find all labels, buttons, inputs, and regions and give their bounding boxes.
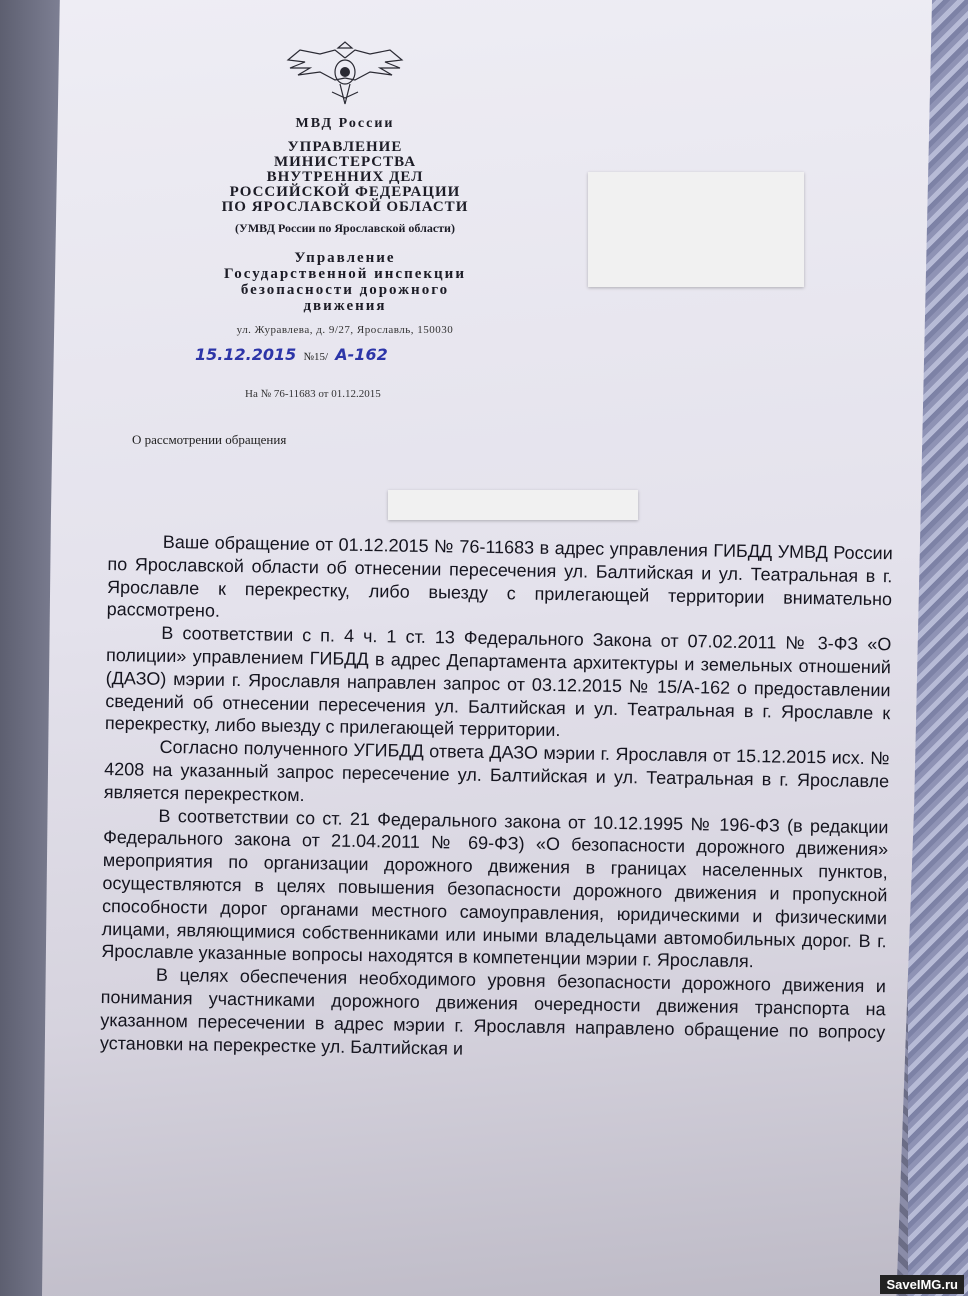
- sub-department-line: движения: [303, 298, 387, 314]
- on-number: № 76-11683: [260, 388, 316, 400]
- letterhead: [180, 40, 510, 336]
- letter-body: [100, 530, 893, 1067]
- org-short-name: МВД России: [295, 116, 395, 131]
- in-reply-to: [245, 388, 381, 400]
- body-paragraph: Согласно полученного УГИБДД ответа ДАЗО мэрии г. Ярославля от 15.12.2015 исх. № 4208 на указанный запрос пересечение ул. Балтийская и ул. Театральная в г. Ярославле является перекрестком.: [103, 737, 890, 805]
- double-headed-eagle-emblem-icon: [280, 40, 410, 110]
- redacted-addressee-line: [388, 490, 638, 520]
- address: ул. Журавлева, д. 9/27, Ярославль, 150030: [236, 324, 454, 336]
- handwritten-number: А-162: [335, 345, 388, 364]
- reference-line: [195, 345, 388, 364]
- on-label: На: [245, 388, 258, 400]
- department-line: РОССИЙСКОЙ ФЕДЕРАЦИИ: [229, 184, 461, 200]
- number-label: №15/: [303, 351, 329, 363]
- department-line: ВНУТРЕННИХ ДЕЛ: [266, 169, 424, 185]
- body-paragraph: В целях обеспечения необходимого уровня безопасности дорожного движения и понимания участниками дорожного движения очередности движения транспорта на указанном пересечении в адрес мэрии г. Ярославля направлено обращение по вопросу установки на перекрестке ул. Балтийская и: [99, 964, 887, 1059]
- sub-department-name: [180, 250, 510, 314]
- department-name: [180, 140, 510, 215]
- handwritten-date: 15.12.2015: [195, 345, 297, 364]
- department-abbrev: (УМВД России по Ярославской области): [235, 221, 455, 235]
- department-line: МИНИСТЕРСТВА: [273, 154, 417, 170]
- watermark: SaveIMG.ru: [880, 1275, 964, 1294]
- on-date: от 01.12.2015: [318, 388, 381, 400]
- department-line: УПРАВЛЕНИЕ: [287, 139, 403, 155]
- sub-department-line: безопасности дорожного: [240, 282, 450, 298]
- redacted-recipient-block: [588, 172, 804, 287]
- body-paragraph: В соответствии со ст. 21 Федерального закона от 10.12.1995 № 196-ФЗ (в редакции Федерального закона от 21.04.2011 № 69-ФЗ) «О безопасности дорожного движения» мероприятия по организации дорожного движения в границах населенных пунктов, осуществляются в целях повышения безопасности дорожного движения и пропускной способности дорог органами местного самоуправления, юридическими и физическими лицами, являющимися собственниками или иными владельцами автомобильных дорог. В г. Ярославле указанные вопросы находятся в компетенции мэрии г. Ярославля.: [101, 805, 889, 972]
- sub-department-line: Государственной инспекции: [224, 266, 466, 282]
- sub-department-line: Управление: [294, 250, 396, 266]
- department-line: ПО ЯРОСЛАВСКОЙ ОБЛАСТИ: [221, 199, 469, 215]
- body-paragraph: Ваше обращение от 01.12.2015 № 76-11683 в адрес управления ГИБДД УМВД России по Ярославской области об отнесении пересечения ул. Балтийская и ул. Театральная в г. Ярославле к перекрестку, либо выезду с прилегающей территории внимательно рассмотрено.: [106, 531, 893, 622]
- body-paragraph: В соответствии с п. 4 ч. 1 ст. 13 Федерального Закона от 07.02.2011 № 3-ФЗ «О полиции» управлением ГИБДД в адрес Департамента архитектуры и земельных отношений (ДАЗО) мэрии г. Ярославля направлен запрос от 03.12.2015 № 15/А-162 о предоставлении сведений об отнесении пересечения ул. Балтийская и ул. Театральная в г. Ярославле к перекрестку, либо выезду с прилегающей территории.: [104, 623, 892, 741]
- letter-subject: О рассмотрении обращения: [132, 432, 287, 447]
